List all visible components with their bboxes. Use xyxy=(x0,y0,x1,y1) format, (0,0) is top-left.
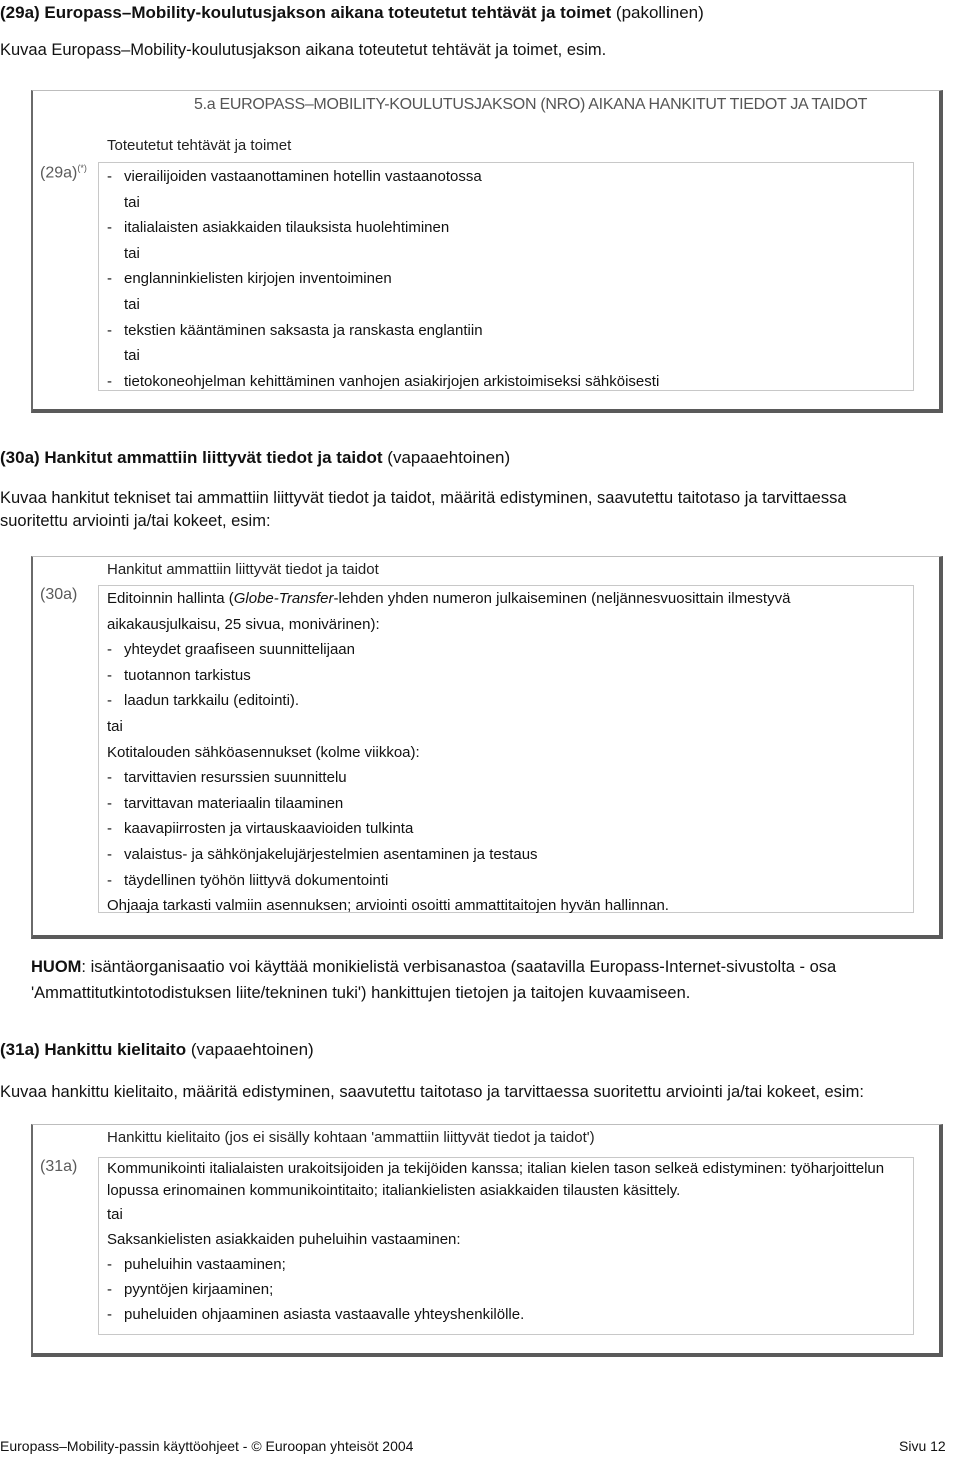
list-item: - tietokoneohjelman kehittäminen vanhojen asiakirjojen arkistoimiseksi sähköisesti xyxy=(107,372,660,390)
list-item-text: tekstien kääntäminen saksasta ja ranskasta englantiin xyxy=(124,321,483,339)
note-label: HUOM xyxy=(31,958,82,976)
list-item: - englanninkielisten kirjojen inventoiminen xyxy=(107,270,392,288)
list-item: - vierailijoiden vastaanottaminen hotellin vastaanotossa xyxy=(107,168,482,185)
publication-name: Globe-Transfer xyxy=(233,590,334,607)
field-title-29a: Toteutetut tehtävät ja toimet xyxy=(107,137,292,154)
field-title-31a: Hankittu kielitaito (jos ei sisälly kohtaan 'ammattiin liittyvät tiedot ja taidot') xyxy=(107,1129,595,1146)
form-section-title xyxy=(194,96,867,114)
field-30a-content[interactable] xyxy=(98,585,914,913)
field-31a-content[interactable] xyxy=(98,1157,914,1335)
list-item-text: puheluihin vastaaminen; xyxy=(124,1256,286,1273)
list-item-text: kaavapiirrosten ja virtauskaavioiden tulkinta xyxy=(124,820,414,838)
list-item-text: valaistus- ja sähkönjakelujärjestelmien asentaminen ja testaus xyxy=(124,845,538,863)
or-separator: tai xyxy=(124,347,140,365)
section-29a-heading xyxy=(0,3,704,23)
list-item: - yhteydet graafiseen suunnittelijaan xyxy=(107,641,355,659)
list-item-text: täydellinen työhön liittyvä dokumentointi xyxy=(124,871,389,889)
list-item-text: italialaisten asiakkaiden tilauksista huolehtiminen xyxy=(124,219,450,237)
closing-text: Ohjaaja tarkasti valmiin asennuksen; arviointi osoitti ammattitaitojen hyvän hallinnan. xyxy=(107,897,669,915)
section-29a-heading-bold: (29a) Europass–Mobility-koulutusjakson aikana toteutetut tehtävät ja toimet xyxy=(0,3,612,22)
list-item-text: pyyntöjen kirjaaminen; xyxy=(124,1281,274,1298)
section-30a-heading-bold: (30a) Hankitut ammattiin liittyvät tiedot ja taidot xyxy=(0,448,383,467)
list-item-text: yhteydet graafiseen suunnittelijaan xyxy=(124,641,355,659)
list-item: - italialaisten asiakkaiden tilauksista huolehtiminen xyxy=(107,219,450,237)
note-line2: 'Ammattitutkintotodistuksen liite/tekninen tuki') hankittujen tietojen ja taitojen kuvaamiseen. xyxy=(31,984,691,1002)
list-item-text: tarvittavien resurssien suunnittelu xyxy=(124,769,347,787)
list-item: - puheluihin vastaaminen; xyxy=(107,1256,286,1273)
section-31a-heading xyxy=(0,1040,314,1060)
field-title-30a: Hankitut ammattiin liittyvät tiedot ja taidot xyxy=(107,561,379,578)
list-item: - kaavapiirrosten ja virtauskaavioiden tulkinta xyxy=(107,820,414,838)
text-line: aikakausjulkaisu, 25 sivua, monivärinen): xyxy=(107,615,380,633)
list-item-text: vierailijoiden vastaanottaminen hotellin vastaanotossa xyxy=(124,168,482,185)
side-label-29a xyxy=(40,163,87,182)
list-item-text: laadun tarkkailu (editointi). xyxy=(124,692,300,710)
section-29a-intro: Kuvaa Europass–Mobility-koulutusjakson aikana toteutetut tehtävät ja toimet, esim. xyxy=(0,41,607,59)
text-line xyxy=(107,586,905,612)
footer-left: Europass–Mobility-passin käyttöohjeet - © Euroopan yhteisöt 2004 xyxy=(0,1438,414,1454)
text-line: lopussa erinomainen kommunikointitaito; italiankielisten asiakkaiden tilausten käsittely. xyxy=(107,1182,681,1199)
list-item-text: englanninkielisten kirjojen inventoiminen xyxy=(124,270,392,288)
text-fragment: Editoinnin hallinta ( xyxy=(107,590,234,607)
subheading: Saksankielisten asiakkaiden puheluihin vastaaminen: xyxy=(107,1231,461,1248)
note-text: : isäntäorganisaatio voi käyttää monikielistä verbisanastoa (saatavilla Europass-Internet-sivustolta - osa xyxy=(81,958,837,976)
subheading: Kotitalouden sähköasennukset (kolme viikkoa): xyxy=(107,743,420,761)
list-item: - pyyntöjen kirjaaminen; xyxy=(107,1281,274,1298)
section-30a-heading-optional: (vapaaehtoinen) xyxy=(387,448,511,467)
section-30a-heading xyxy=(0,448,510,468)
list-item-text: tarvittavan materiaalin tilaaminen xyxy=(124,794,344,812)
page-number: Sivu 12 xyxy=(899,1438,946,1454)
list-item: - täydellinen työhön liittyvä dokumentointi xyxy=(107,871,389,889)
list-item: - tekstien kääntäminen saksasta ja ranskasta englantiin xyxy=(107,321,483,339)
section-30a-intro-line1: Kuvaa hankitut tekniset tai ammattiin liittyvät tiedot ja taidot, määritä edistyminen, saavutettu taitotaso ja tarvittaessa xyxy=(0,489,847,507)
list-item: - tarvittavien resurssien suunnittelu xyxy=(107,769,347,787)
text-fragment: -lehden yhden numeron julkaiseminen (neljännesvuosittain ilmestyvä xyxy=(333,590,791,607)
list-item-text: tuotannon tarkistus xyxy=(124,666,251,684)
note-line1 xyxy=(31,955,836,980)
side-label-29a-text: (29a) xyxy=(40,164,78,182)
or-separator: tai xyxy=(124,244,140,262)
list-item: - puheluiden ohjaaminen asiasta vastaavalle yhteyshenkilölle. xyxy=(107,1306,525,1323)
side-label-31a: (31a) xyxy=(40,1158,78,1175)
list-item-text: tietokoneohjelman kehittäminen vanhojen asiakirjojen arkistoimiseksi sähköisesti xyxy=(124,372,660,390)
or-separator: tai xyxy=(107,1206,123,1223)
section-29a-heading-optional: (pakollinen) xyxy=(615,3,704,22)
mandatory-mark: (*) xyxy=(77,163,87,173)
or-separator: tai xyxy=(124,193,140,211)
or-separator: tai xyxy=(107,717,123,735)
or-separator: tai xyxy=(124,295,140,313)
list-item: - valaistus- ja sähkönjakelujärjestelmien asentaminen ja testaus xyxy=(107,845,538,863)
list-item: - laadun tarkkailu (editointi). xyxy=(107,692,300,710)
section-30a-intro-line2: suoritettu arviointi ja/tai kokeet, esim: xyxy=(0,512,271,530)
form-section-title-text: 5.a EUROPASS–MOBILITY-KOULUTUSJAKSON (NRO) AIKANA HANKITUT TIEDOT JA TAIDOT xyxy=(194,96,868,113)
section-31a-heading-bold: (31a) Hankittu kielitaito xyxy=(0,1040,187,1059)
list-item: - tarvittavan materiaalin tilaaminen xyxy=(107,794,344,812)
side-label-30a: (30a) xyxy=(40,586,78,603)
list-item: - tuotannon tarkistus xyxy=(107,666,251,684)
list-item-text: puheluiden ohjaaminen asiasta vastaavalle yhteyshenkilölle. xyxy=(124,1306,525,1323)
section-31a-heading-optional: (vapaaehtoinen) xyxy=(190,1040,314,1059)
text-line: Kommunikointi italialaisten urakoitsijoiden ja tekijöiden kanssa; italian kielen tason selkeä edistyminen: työharjoittelun xyxy=(107,1160,885,1177)
section-31a-intro: Kuvaa hankittu kielitaito, määritä edistyminen, saavutettu taitotaso ja tarvittaessa suoritettu arviointi ja/tai kokeet, esim: xyxy=(0,1083,864,1101)
field-29a-content[interactable] xyxy=(98,162,914,391)
